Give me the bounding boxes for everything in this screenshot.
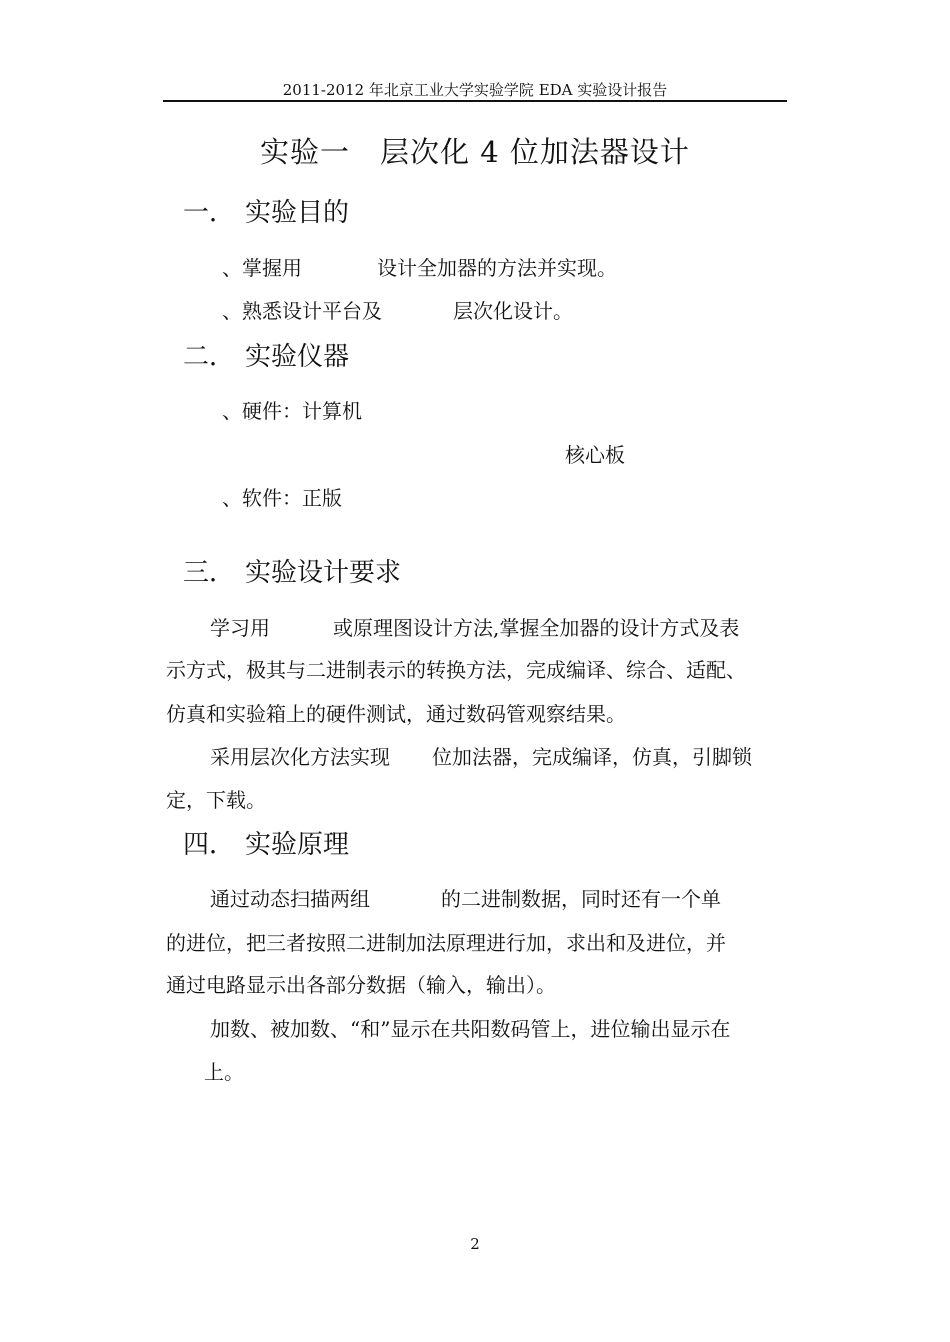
list-item: 、硬件：计算机 [222, 399, 362, 423]
line-text: 设计全加器的方法并实现。 [377, 256, 617, 280]
list-item: 、软件：正版 [222, 486, 342, 510]
paragraph-line: 定，下载。 [166, 788, 266, 812]
paragraph-line: 位加法器，完成编译，仿真，引脚锁 [432, 745, 752, 769]
paragraph-line: 加数、被加数、“和”显示在共阳数码管上，进位输出显示在 [210, 1017, 731, 1041]
section-title: 实验原理 [245, 830, 350, 860]
page-header: 2011-2012 年北京工业大学实验学院 EDA 实验设计报告 [282, 81, 668, 99]
section-number: 三． [183, 558, 236, 588]
list-item-cont [453, 297, 573, 325]
list-item [222, 297, 382, 325]
line-text: 、熟悉设计平台及 [222, 299, 382, 323]
section-title: 实验仪器 [245, 342, 350, 372]
document-title: 实验一 层次化 4 位加法器设计 [260, 135, 690, 169]
paragraph-line: 上。 [204, 1060, 244, 1084]
section-title: 实验设计要求 [245, 558, 402, 588]
list-item [222, 254, 302, 282]
list-item: 核心板 [565, 443, 625, 467]
list-item-cont [377, 254, 617, 282]
paragraph-line: 的进位，把三者按照二进制加法原理进行加，求出和及进位，并 [166, 931, 726, 955]
paragraph-line: 采用层次化方法实现 [210, 745, 390, 769]
section-title: 实验目的 [245, 198, 350, 228]
paragraph-line: 通过动态扫描两组 [210, 887, 370, 911]
paragraph-line: 通过电路显示出各部分数据（输入，输出）。 [166, 973, 556, 997]
header-rule [163, 100, 787, 102]
section-number: 四． [183, 830, 236, 860]
section-heading-3 [183, 555, 401, 591]
paragraph-line: 学习用 [210, 616, 270, 640]
paragraph-line: 的二进制数据，同时还有一个单 [441, 887, 721, 911]
section-heading-2 [183, 339, 349, 375]
section-number: 一． [183, 198, 236, 228]
section-heading-4 [183, 827, 349, 863]
section-number: 二． [183, 342, 236, 372]
paragraph-line: 示方式，极其与二进制表示的转换方法，完成编译、综合、适配、 [166, 658, 746, 682]
section-heading-1 [183, 195, 349, 231]
page-number: 2 [470, 1235, 480, 1253]
line-text: 、掌握用 [222, 256, 302, 280]
paragraph-line: 仿真和实验箱上的硬件测试，通过数码管观察结果。 [166, 702, 626, 726]
line-text: 层次化设计。 [453, 299, 573, 323]
paragraph-line: 或原理图设计方法,掌握全加器的设计方式及表 [333, 616, 740, 640]
